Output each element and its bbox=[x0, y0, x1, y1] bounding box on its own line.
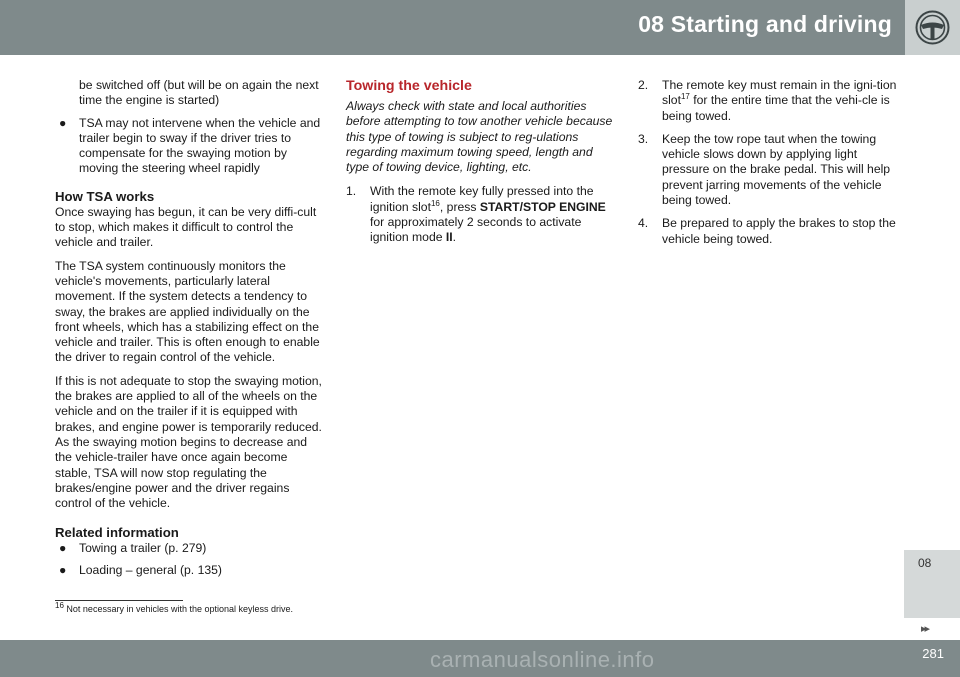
related-link-text[interactable]: Towing a trailer (p. 279) bbox=[79, 541, 207, 556]
step-1 bbox=[346, 184, 614, 245]
page-header bbox=[0, 0, 960, 55]
bullet-text: TSA may not intervene when the vehicle and trailer begin to sway if the driver tries to compensate for the swaying motion by moving the steering wheel rapidly bbox=[79, 115, 321, 176]
footnote-text: Not necessary in vehicles with the optional keyless drive. bbox=[66, 604, 294, 614]
step-2 bbox=[638, 78, 906, 124]
step-number: 2. bbox=[638, 78, 649, 92]
step-number: 1. bbox=[346, 184, 357, 199]
ignition-mode: II bbox=[445, 230, 453, 245]
paragraph: If this is not adequate to stop the swaying motion, the brakes are applied to all of the wheels on the vehicle and on the trailer if it is equipped with brakes, and engine power is temporarily reduced. As the swaying motion begins to decrease and the vehicle-trailer have once again become stable, TSA will now stop regulating the brakes/engine power and the driver regains control of the vehicle. bbox=[55, 373, 322, 511]
paragraph: The TSA system continuously monitors the vehicle's movements, particularly lateral movement. If the system detects a tendency to sway, the brakes are applied individually on the front wheels, which has a stabilizing effect on the vehicle and trailer. This is often enough to enable the driver to regain control of the vehicle. bbox=[55, 258, 320, 365]
footnote bbox=[55, 601, 294, 614]
step-number: 4. bbox=[638, 216, 649, 231]
section-heading-how-tsa-works: How TSA works bbox=[55, 188, 155, 204]
footnote-ref: 16 bbox=[430, 198, 440, 208]
bullet-icon: ● bbox=[59, 115, 67, 130]
step-text: The remote key must remain in the igni-tion slot bbox=[662, 78, 897, 108]
step-text: Keep the tow rope taut when the towing vehicle slows down by applying light pressure on the brake pedal. This will help prevent jarring movements of the vehicle being towed. bbox=[662, 131, 891, 208]
intro-paragraph: Always check with state and local authorities before attempting to tow another vehicle because this type of towing is subject to reg-ulations regarding maximum towing speed, length and type of towing device, lighting, etc. bbox=[346, 99, 613, 175]
bullet-continuation: be switched off (but will be on again the next time the engine is started) bbox=[79, 78, 319, 108]
step-text: for the entire time that the vehi-cle is being towed. bbox=[662, 93, 890, 123]
page-number: 281 bbox=[922, 646, 944, 661]
step-text: . bbox=[452, 230, 457, 245]
related-link-loading[interactable] bbox=[55, 563, 323, 578]
watermark: carmanualsonline.info bbox=[430, 647, 655, 672]
related-link-text[interactable]: Loading – general (p. 135) bbox=[79, 562, 222, 577]
right-column bbox=[638, 78, 906, 255]
related-link-towing-trailer[interactable] bbox=[55, 541, 323, 556]
bullet-icon: ● bbox=[59, 541, 67, 556]
middle-column bbox=[346, 78, 614, 254]
step-text: Be prepared to apply the brakes to stop the vehicle being towed. bbox=[662, 216, 896, 246]
footnote-ref: 17 bbox=[680, 92, 690, 102]
footnote-number: 16 bbox=[55, 601, 64, 610]
step-4 bbox=[638, 216, 906, 247]
button-name-start-stop: START/STOP ENGINE bbox=[479, 199, 606, 214]
left-column bbox=[55, 78, 323, 586]
section-heading-related-information: Related information bbox=[55, 525, 179, 541]
paragraph: Once swaying has begun, it can be very diffi-cult to stop, which makes it difficult to control the vehicle and trailer. bbox=[55, 204, 317, 250]
bullet-icon: ● bbox=[59, 562, 67, 577]
next-page-arrows-icon[interactable]: ▸▸ bbox=[921, 623, 929, 635]
steering-wheel-icon bbox=[913, 8, 952, 47]
list-item bbox=[55, 116, 323, 177]
step-text: for approximately 2 seconds to activate ignition mode bbox=[370, 215, 582, 245]
chapter-icon-box bbox=[905, 0, 960, 55]
section-heading-towing-the-vehicle: Towing the vehicle bbox=[346, 78, 472, 94]
step-text: With the remote key fully pressed into the ignition slot bbox=[370, 184, 594, 214]
step-number: 3. bbox=[638, 131, 649, 146]
chapter-tab-label: 08 bbox=[918, 556, 932, 570]
step-3 bbox=[638, 132, 906, 208]
chapter-tab[interactable] bbox=[904, 550, 960, 618]
footnote-divider bbox=[55, 600, 183, 601]
step-text: , press bbox=[439, 199, 480, 214]
chapter-title: 08 Starting and driving bbox=[638, 11, 892, 37]
